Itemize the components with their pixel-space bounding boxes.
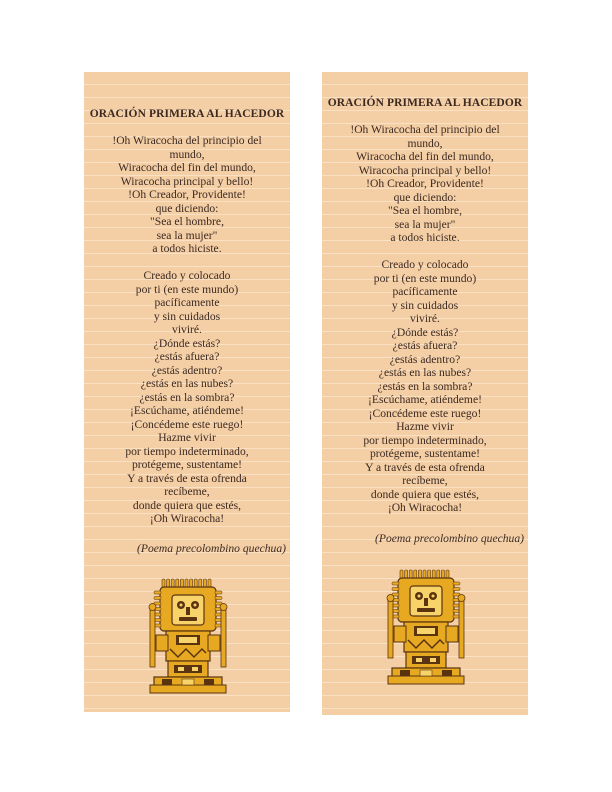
poem-line: Wiracocha del fin del mundo, bbox=[356, 150, 494, 163]
poem-line: Hazme vivir bbox=[158, 431, 216, 444]
wiracocha-figure-icon bbox=[148, 577, 228, 695]
poem-line: y sin cuidados bbox=[153, 309, 221, 323]
poem-line: Wiracocha principal y bello! bbox=[358, 163, 492, 177]
bookmark-right bbox=[322, 72, 528, 715]
poem-line: viviré. bbox=[410, 312, 440, 325]
poem-attribution: (Poema precolombino quechua) bbox=[375, 532, 524, 545]
poem-line: viviré. bbox=[172, 323, 202, 336]
poem-line: ¿estás afuera? bbox=[392, 339, 458, 352]
poem-line: ¿estás en las nubes? bbox=[378, 366, 472, 379]
poem-line: !Oh Wiracocha del principio del bbox=[350, 123, 500, 136]
poem-line: protégeme, sustentame! bbox=[369, 447, 481, 460]
poem-line: ¿estás en la sombra? bbox=[139, 390, 235, 404]
poem-line: Creado y colocado bbox=[381, 258, 469, 271]
poem-line: ¡Escúchame, atiéndeme! bbox=[130, 404, 244, 417]
poem-line: Creado y colocado bbox=[143, 269, 231, 282]
poem-line: ¿estás adentro? bbox=[389, 352, 461, 366]
poem-line: ¿estás en las nubes? bbox=[140, 377, 234, 390]
poem-line: ¡Oh Wiracocha! bbox=[149, 512, 225, 525]
poem-line: a todos hiciste. bbox=[390, 231, 460, 244]
poem-line: recíbeme, bbox=[164, 485, 210, 498]
poem-line: Hazme vivir bbox=[396, 420, 454, 433]
poem-line: !Oh Creador, Providente! bbox=[366, 177, 484, 190]
poem-line: donde quiera que estés, bbox=[132, 498, 242, 512]
stanza-2 bbox=[322, 258, 528, 515]
poem-line: ¿estás adentro? bbox=[151, 363, 223, 377]
poem-line: a todos hiciste. bbox=[152, 242, 222, 255]
poem-line: por ti (en este mundo) bbox=[135, 282, 239, 296]
poem-line: "Sea el hombre, bbox=[388, 204, 462, 217]
poem-attribution: (Poema precolombino quechua) bbox=[137, 542, 286, 555]
poem-line: Y a través de esta ofrenda bbox=[127, 471, 247, 485]
stanza-1 bbox=[84, 134, 290, 256]
poem-title: ORACIÓN PRIMERA AL HACEDOR bbox=[89, 108, 285, 120]
stanza-2 bbox=[84, 269, 290, 526]
poem-line: !Oh Creador, Providente! bbox=[128, 188, 246, 201]
poem-line: por tiempo indeterminado, bbox=[363, 433, 487, 447]
poem-line: mundo, bbox=[407, 136, 443, 150]
poem-line: "Sea el hombre, bbox=[150, 215, 224, 228]
poem-line: ¿Dónde estás? bbox=[391, 325, 459, 339]
bookmark-left bbox=[84, 72, 290, 712]
poem-body bbox=[322, 123, 528, 515]
poem-line: !Oh Wiracocha del principio del bbox=[112, 134, 262, 147]
poem-line: por ti (en este mundo) bbox=[373, 271, 477, 285]
poem-line: y sin cuidados bbox=[391, 298, 459, 312]
poem-line: ¡Concédeme este ruego! bbox=[368, 406, 482, 420]
poem-line: ¿Dónde estás? bbox=[153, 336, 221, 350]
poem-line: Wiracocha del fin del mundo, bbox=[118, 161, 256, 174]
poem-line: por tiempo indeterminado, bbox=[125, 444, 249, 458]
poem-title: ORACIÓN PRIMERA AL HACEDOR bbox=[327, 97, 523, 109]
poem-line: Y a través de esta ofrenda bbox=[365, 460, 485, 474]
stanza-1 bbox=[322, 123, 528, 245]
poem-line: Wiracocha principal y bello! bbox=[120, 174, 254, 188]
poem-line: sea la mujer" bbox=[394, 217, 456, 231]
poem-line: mundo, bbox=[169, 147, 205, 161]
poem-line: que diciendo: bbox=[155, 201, 219, 215]
poem-line: pacíficamente bbox=[154, 296, 220, 309]
poem-line: ¿estás en la sombra? bbox=[377, 379, 473, 393]
poem-line: recíbeme, bbox=[402, 474, 448, 487]
poem-line: donde quiera que estés, bbox=[370, 487, 480, 501]
poem-line: protégeme, sustentame! bbox=[131, 458, 243, 471]
poem-line: ¿estás afuera? bbox=[154, 350, 220, 363]
poem-line: pacíficamente bbox=[392, 285, 458, 298]
wiracocha-figure-icon bbox=[386, 568, 466, 686]
poem-line: sea la mujer" bbox=[156, 228, 218, 242]
poem-body bbox=[84, 134, 290, 526]
poem-line: que diciendo: bbox=[393, 190, 457, 204]
poem-line: ¡Oh Wiracocha! bbox=[387, 501, 463, 514]
poem-line: ¡Escúchame, atiéndeme! bbox=[368, 393, 482, 406]
poem-line: ¡Concédeme este ruego! bbox=[130, 417, 244, 431]
